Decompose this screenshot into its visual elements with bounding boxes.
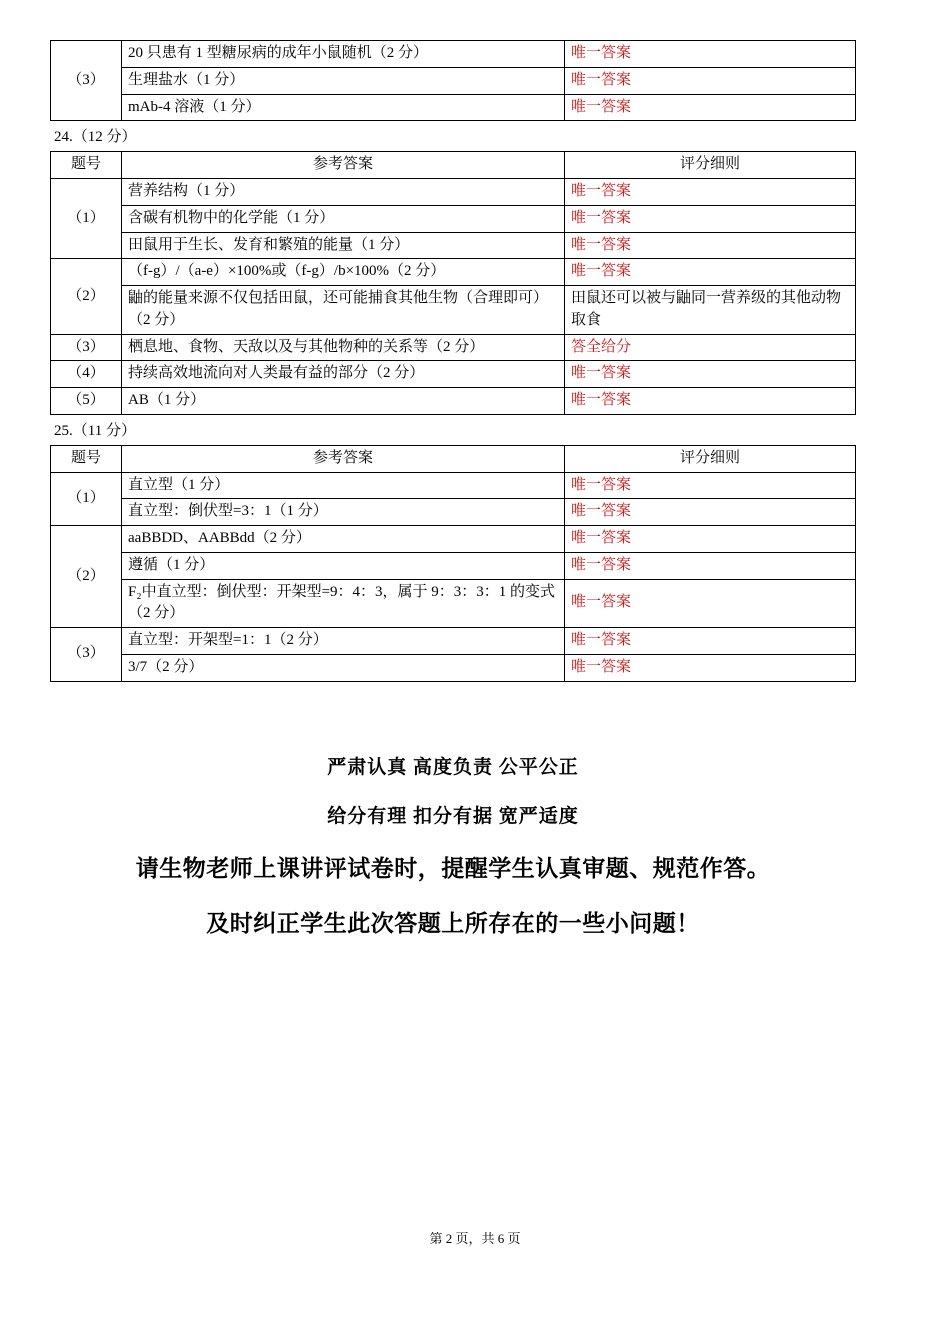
header-scoring-rule: 评分细则 bbox=[565, 152, 856, 179]
header-question-number: 题号 bbox=[51, 445, 122, 472]
rule-cell: 田鼠还可以被与鼬同一营养级的其他动物取食 bbox=[565, 286, 856, 335]
answer-cell: 直立型：开架型=1：1（2 分） bbox=[122, 628, 565, 655]
answer-cell: 直立型（1 分） bbox=[122, 472, 565, 499]
table-row bbox=[51, 361, 856, 388]
answer-cell: 生理盐水（1 分） bbox=[122, 67, 565, 94]
answer-cell: AB（1 分） bbox=[122, 388, 565, 415]
answer-cell: mAb-4 溶液（1 分） bbox=[122, 94, 565, 121]
rule-cell: 唯一答案 bbox=[565, 205, 856, 232]
answer-cell: 遵循（1 分） bbox=[122, 552, 565, 579]
question-number-cell: （2） bbox=[51, 259, 122, 334]
table-row bbox=[51, 526, 856, 553]
answer-cell: 20 只患有 1 型糖尿病的成年小鼠随机（2 分） bbox=[122, 41, 565, 68]
question-number-cell: （1） bbox=[51, 179, 122, 259]
slogan-line-2: 给分有理 扣分有据 宽严适度 bbox=[327, 805, 579, 827]
rule-cell: 唯一答案 bbox=[565, 94, 856, 121]
answer-cell: 栖息地、食物、天敌以及与其他物种的关系等（2 分） bbox=[122, 334, 565, 361]
slogan-block bbox=[50, 752, 856, 938]
slogan-line-3: 请生物老师上课讲评试卷时，提醒学生认真审题、规范作答。 bbox=[135, 855, 771, 881]
answer-cell: （f-g）/（a-e）×100%或（f-g）/b×100%（2 分） bbox=[122, 259, 565, 286]
question-number-cell: （3） bbox=[51, 334, 122, 361]
question-number-cell: （2） bbox=[51, 526, 122, 628]
question-number-cell: （5） bbox=[51, 388, 122, 415]
table-row bbox=[51, 388, 856, 415]
table-row bbox=[51, 499, 856, 526]
header-question-number: 题号 bbox=[51, 152, 122, 179]
question-number-cell: （3） bbox=[51, 41, 122, 121]
rule-cell: 唯一答案 bbox=[565, 67, 856, 94]
table-row bbox=[51, 232, 856, 259]
table-row bbox=[51, 259, 856, 286]
answer-cell: F₂中直立型：倒伏型：开架型=9：4：3，属于 9：3：3：1 的变式（2 分） bbox=[122, 579, 565, 628]
section-25-label: 25.（11 分） bbox=[54, 422, 136, 439]
table-header-row bbox=[51, 152, 856, 179]
table-row bbox=[51, 334, 856, 361]
rule-cell: 唯一答案 bbox=[565, 654, 856, 681]
header-reference-answer: 参考答案 bbox=[122, 152, 565, 179]
table-row bbox=[51, 179, 856, 206]
table-question-24 bbox=[50, 151, 856, 415]
answer-cell: 营养结构（1 分） bbox=[122, 179, 565, 206]
rule-cell: 唯一答案 bbox=[565, 628, 856, 655]
rule-cell: 唯一答案 bbox=[565, 41, 856, 68]
answer-sheet-page bbox=[50, 40, 856, 960]
rule-cell: 唯一答案 bbox=[565, 579, 856, 628]
answer-cell: 3/7（2 分） bbox=[122, 654, 565, 681]
header-scoring-rule: 评分细则 bbox=[565, 445, 856, 472]
table-row bbox=[51, 552, 856, 579]
section-24-label: 24.（12 分） bbox=[54, 129, 137, 146]
table-row bbox=[51, 628, 856, 655]
answer-cell: 鼬的能量来源不仅包括田鼠，还可能捕食其他生物（合理即可）（2 分） bbox=[122, 286, 565, 335]
rule-cell: 唯一答案 bbox=[565, 259, 856, 286]
table-row bbox=[51, 286, 856, 335]
table-question-25 bbox=[50, 445, 856, 682]
page-footer: 第 2 页，共 6 页 bbox=[429, 1231, 521, 1246]
slogan-line-4: 及时纠正学生此次答题上所存在的一些小问题！ bbox=[206, 910, 700, 936]
answer-cell: 田鼠用于生长、发育和繁殖的能量（1 分） bbox=[122, 232, 565, 259]
rule-cell: 唯一答案 bbox=[565, 526, 856, 553]
table-row bbox=[51, 94, 856, 121]
table-row bbox=[51, 579, 856, 628]
rule-cell: 唯一答案 bbox=[565, 232, 856, 259]
question-number-cell: （1） bbox=[51, 472, 122, 526]
answer-cell: 含碳有机物中的化学能（1 分） bbox=[122, 205, 565, 232]
rule-cell: 唯一答案 bbox=[565, 179, 856, 206]
question-number-cell: （4） bbox=[51, 361, 122, 388]
table-header-row bbox=[51, 445, 856, 472]
slogan-line-1: 严肃认真 高度负责 公平公正 bbox=[327, 756, 579, 778]
table-row bbox=[51, 205, 856, 232]
header-reference-answer: 参考答案 bbox=[122, 445, 565, 472]
table-row bbox=[51, 41, 856, 68]
rule-cell: 唯一答案 bbox=[565, 361, 856, 388]
question-number-cell: （3） bbox=[51, 628, 122, 682]
table-row bbox=[51, 67, 856, 94]
table-row bbox=[51, 654, 856, 681]
answer-cell: 直立型：倒伏型=3：1（1 分） bbox=[122, 499, 565, 526]
answer-cell: aaBBDD、AABBdd（2 分） bbox=[122, 526, 565, 553]
rule-cell: 唯一答案 bbox=[565, 552, 856, 579]
rule-cell: 唯一答案 bbox=[565, 388, 856, 415]
rule-cell: 唯一答案 bbox=[565, 499, 856, 526]
rule-cell: 答全给分 bbox=[565, 334, 856, 361]
table-row bbox=[51, 472, 856, 499]
answer-cell: 持续高效地流向对人类最有益的部分（2 分） bbox=[122, 361, 565, 388]
rule-cell: 唯一答案 bbox=[565, 472, 856, 499]
table-question-23-continued bbox=[50, 40, 856, 121]
